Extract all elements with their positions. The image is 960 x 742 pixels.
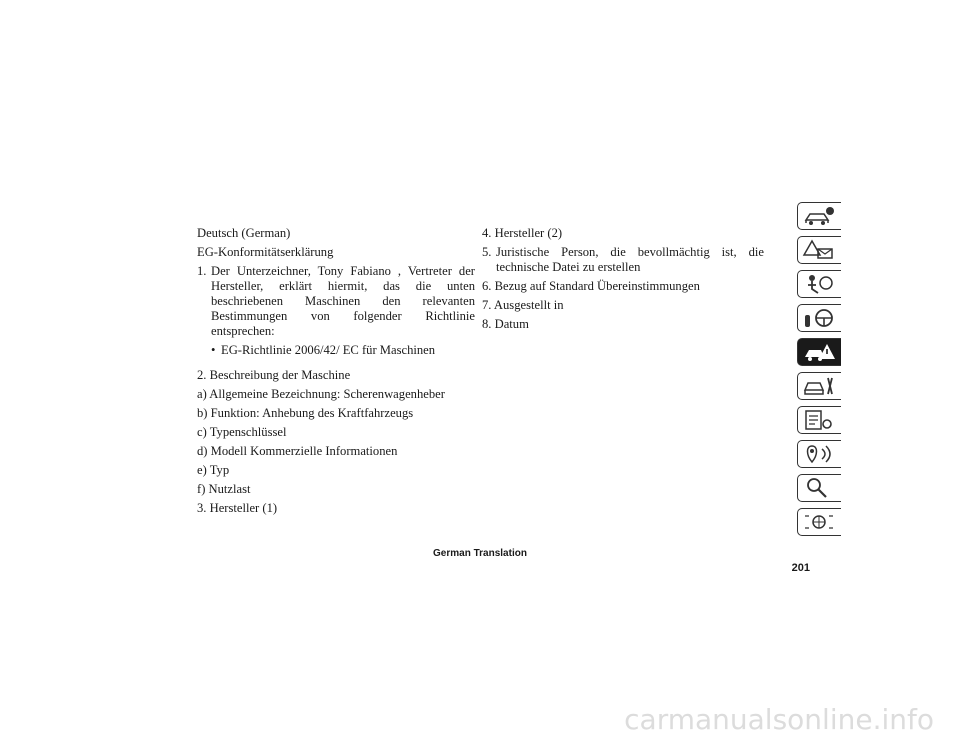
tab-safety[interactable] (797, 270, 841, 298)
item-2: 2. Beschreibung der Maschine (197, 368, 351, 382)
declaration-title: EG-Konformitätserklärung (197, 245, 334, 259)
tab-servicing[interactable] (797, 372, 841, 400)
watermark: carmanualsonline.info (624, 703, 934, 736)
item-1-number: 1. (197, 264, 207, 278)
specifications-icon (802, 409, 836, 431)
item-3: 3. Hersteller (1) (197, 501, 278, 515)
directive-bullet (211, 343, 475, 358)
directive-text: EG-Richtlinie 2006/42/ EC für Maschinen (221, 343, 436, 357)
item-6: 6. Bezug auf Standard Übereinstimmungen (482, 279, 700, 293)
tab-index[interactable] (797, 474, 841, 502)
item-1-text: Der Unterzeichner, Tony Fabiano , Vertreter der Hersteller, erklärt hiermit, das die unten beschriebenen Maschinen den relevanten Bestimmungen von folgender Richtlinie entsprechen: (211, 264, 475, 338)
language-heading: Deutsch (German) (197, 226, 291, 240)
item-a: a) Allgemeine Bezeichnung: Scherenwagenheber (197, 387, 445, 401)
emergency-icon (802, 341, 836, 363)
multimedia-icon (802, 443, 836, 465)
bullet-dot-icon: • (211, 343, 216, 357)
item-4: 4. Hersteller (2) (482, 226, 563, 240)
warning-message-icon (802, 239, 836, 261)
item-d: d) Modell Kommerzielle Informationen (197, 444, 398, 458)
page-number: 201 (791, 562, 810, 574)
tab-languages[interactable] (797, 508, 841, 536)
item-5-number: 5. (482, 245, 492, 259)
item-7: 7. Ausgestellt in (482, 298, 564, 312)
left-column (197, 226, 475, 520)
steering-start-icon (802, 307, 836, 329)
tab-multimedia[interactable] (797, 440, 841, 468)
tab-emergency[interactable] (797, 338, 841, 366)
car-info-icon (802, 205, 836, 227)
footer-title: German Translation (433, 548, 527, 559)
tab-car-info[interactable] (797, 202, 841, 230)
languages-icon (802, 511, 836, 533)
tab-starting-operating[interactable] (797, 304, 841, 332)
item-f: f) Nutzlast (197, 482, 251, 496)
airbag-safety-icon (802, 273, 836, 295)
item-e: e) Typ (197, 463, 230, 477)
item-c: c) Typenschlüssel (197, 425, 287, 439)
car-service-icon (802, 375, 836, 397)
tab-specifications[interactable] (797, 406, 841, 434)
item-1 (197, 264, 475, 339)
item-8: 8. Datum (482, 317, 529, 331)
search-index-icon (802, 477, 836, 499)
item-5 (482, 245, 764, 275)
item-5-text: Juristische Person, die bevollmächtig ist, die technische Datei zu erstellen (496, 245, 764, 274)
tab-warning-messages[interactable] (797, 236, 841, 264)
item-b: b) Funktion: Anhebung des Kraftfahrzeugs (197, 406, 414, 420)
right-column (482, 226, 764, 336)
